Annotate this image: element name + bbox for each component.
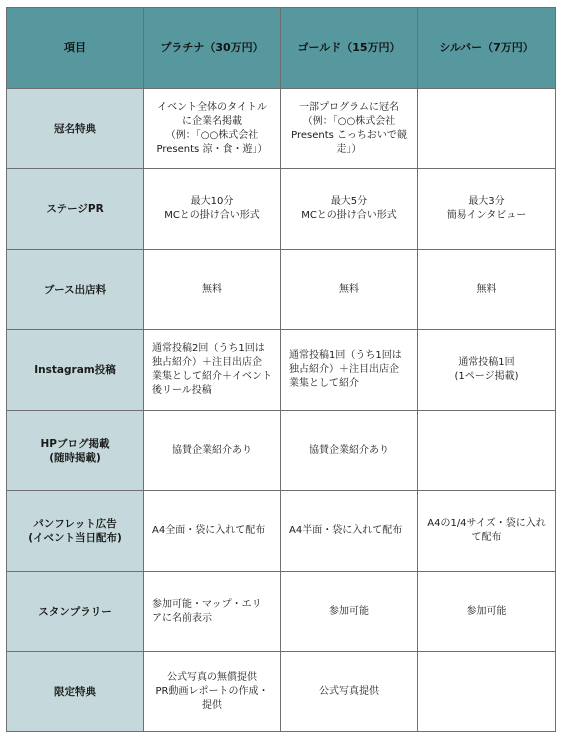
cell-silver: 無料 xyxy=(418,250,556,330)
row-label: ブース出店料 xyxy=(7,250,144,330)
cell-gold: 公式写真提供 xyxy=(281,652,418,732)
cell-gold: 参加可能 xyxy=(281,572,418,652)
row-label: ステージPR xyxy=(7,169,144,250)
cell-platinum: イベント全体のタイトル に企業名掲載 （例：「○○株式会社 Presents 涼・食・遊」） xyxy=(144,89,281,169)
cell-gold: 無料 xyxy=(281,250,418,330)
cell-silver xyxy=(418,411,556,491)
cell-silver xyxy=(418,89,556,169)
cell-silver: 通常投稿1回 (1ページ掲載) xyxy=(418,330,556,411)
cell-platinum: A4全面・袋に入れて配布 xyxy=(144,491,281,572)
table-row xyxy=(7,330,556,411)
header-platinum: プラチナ（30万円） xyxy=(144,8,281,89)
row-label: HPブログ掲載 (随時掲載) xyxy=(7,411,144,491)
table-row xyxy=(7,89,556,169)
table-body xyxy=(7,89,556,732)
cell-platinum: 最大10分 MCとの掛け合い形式 xyxy=(144,169,281,250)
table-row xyxy=(7,572,556,652)
table-row xyxy=(7,652,556,732)
header-gold: ゴールド（15万円） xyxy=(281,8,418,89)
table-row xyxy=(7,491,556,572)
row-label: Instagram投稿 xyxy=(7,330,144,411)
cell-gold: 最大5分 MCとの掛け合い形式 xyxy=(281,169,418,250)
table-row xyxy=(7,411,556,491)
cell-platinum: 無料 xyxy=(144,250,281,330)
row-label: 限定特典 xyxy=(7,652,144,732)
cell-silver: 最大3分 簡易インタビュー xyxy=(418,169,556,250)
table-row xyxy=(7,169,556,250)
cell-platinum: 公式写真の無償提供 PR動画レポートの作成・ 提供 xyxy=(144,652,281,732)
header-item: 項目 xyxy=(7,8,144,89)
cell-platinum: 通常投稿2回（うち1回は 独占紹介）＋注目出店企 業集として紹介＋イベント 後リール投稿 xyxy=(144,330,281,411)
row-label: 冠名特典 xyxy=(7,89,144,169)
cell-silver: A4の1/4サイズ・袋に入れ て配布 xyxy=(418,491,556,572)
sponsorship-table xyxy=(6,7,556,732)
row-label: パンフレット広告 (イベント当日配布) xyxy=(7,491,144,572)
cell-platinum: 協賛企業紹介あり xyxy=(144,411,281,491)
cell-platinum: 参加可能・マップ・エリ アに名前表示 xyxy=(144,572,281,652)
row-label: スタンプラリー xyxy=(7,572,144,652)
cell-silver xyxy=(418,652,556,732)
table-row xyxy=(7,250,556,330)
cell-gold: 協賛企業紹介あり xyxy=(281,411,418,491)
table-header xyxy=(7,8,556,89)
sponsorship-table-container xyxy=(6,7,556,732)
cell-gold: 一部プログラムに冠名 （例：「○○株式会社 Presents こっちおいで競 走」） xyxy=(281,89,418,169)
header-row xyxy=(7,8,556,89)
cell-gold: 通常投稿1回（うち1回は 独占紹介）＋注目出店企 業集として紹介 xyxy=(281,330,418,411)
cell-gold: A4半面・袋に入れて配布 xyxy=(281,491,418,572)
cell-silver: 参加可能 xyxy=(418,572,556,652)
header-silver: シルバー（7万円） xyxy=(418,8,556,89)
